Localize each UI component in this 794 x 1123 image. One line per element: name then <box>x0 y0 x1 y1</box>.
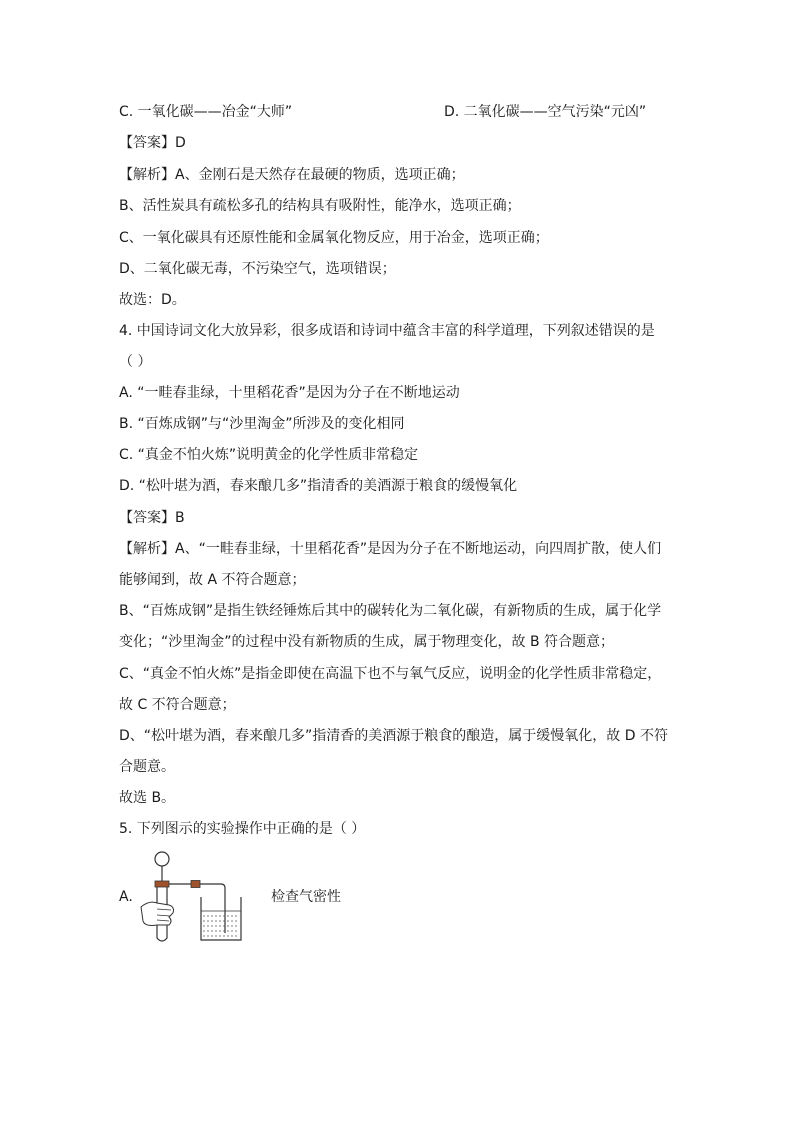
q4-analysis-line: C、“真金不怕火炼”是指金即使在高温下也不与氧气反应，说明金的化学性质非常稳定， <box>119 666 662 682</box>
q4-option-c: C. “真金不怕火炼”说明黄金的化学性质非常稳定 <box>119 447 419 463</box>
q4-stem: 4. 中国诗词文化大放异彩，很多成语和诗词中蕴含丰富的科学道理，下列叙述错误的是 <box>119 323 655 339</box>
q5-option-a-caption: 检查气密性 <box>271 889 341 905</box>
q5-option-a-figure <box>119 845 359 945</box>
q3-analysis-line: C、一氧化碳具有还原性能和金属氧化物反应，用于冶金，选项正确； <box>119 230 549 246</box>
q4-stem-paren: （ ） <box>119 354 152 370</box>
q5-stem: 5. 下列图示的实验操作中正确的是（ ） <box>119 821 366 837</box>
q4-option-d: D. “松叶堪为酒，春来酿几多”指清香的美酒源于粮食的缓慢氧化 <box>119 478 518 494</box>
q4-analysis-line: 【解析】A、“一畦春韭绿，十里稻花香”是因为分子在不断地运动，向四周扩散，使人们 <box>119 541 662 557</box>
q3-option-d: D. 二氧化碳——空气污染“元凶” <box>444 104 647 120</box>
q4-analysis-line: 合题意。 <box>119 759 175 775</box>
q3-analysis-line: B、活性炭具有疏松多孔的结构具有吸附性，能净水，选项正确； <box>119 198 521 214</box>
q3-analysis-line: D、二氧化碳无毒，不污染空气，选项错误； <box>119 261 396 277</box>
q3-analysis-line: 【解析】A、金刚石是天然存在最硬的物质，选项正确； <box>119 167 465 183</box>
airtightness-apparatus-illustration <box>139 845 279 945</box>
q4-analysis-line: 能够闻到，故 A 不符合题意； <box>119 572 306 588</box>
q4-option-a: A. “一畦春韭绿，十里稻花香”是因为分子在不断地运动 <box>119 385 460 401</box>
q4-analysis-line: 变化；“沙里淘金”的过程中没有新物质的生成，属于物理变化，故 B 符合题意； <box>119 634 615 650</box>
q4-option-b: B. “百炼成钢”与“沙里淘金”所涉及的变化相同 <box>119 416 405 432</box>
q4-analysis-line: D、“松叶堪为酒，春来酿几多”指清香的美酒源于粮食的酿造，属于缓慢氧化，故 D 不符 <box>119 728 668 744</box>
q3-analysis-line: 故选：D。 <box>119 292 186 308</box>
q4-analysis-line: 故选 B。 <box>119 790 176 806</box>
q3-option-c: C. 一氧化碳——冶金“大师” <box>119 104 293 120</box>
q4-analysis-line: 故 C 不符合题意； <box>119 697 236 713</box>
q5-option-a-letter: A. <box>119 889 133 905</box>
q4-answer: 【答案】B <box>119 510 185 526</box>
q4-analysis-line: B、“百炼成钢”是指生铁经锤炼后其中的碳转化为二氧化碳，有新物质的生成，属于化学 <box>119 603 662 619</box>
q3-answer: 【答案】D <box>119 135 186 151</box>
